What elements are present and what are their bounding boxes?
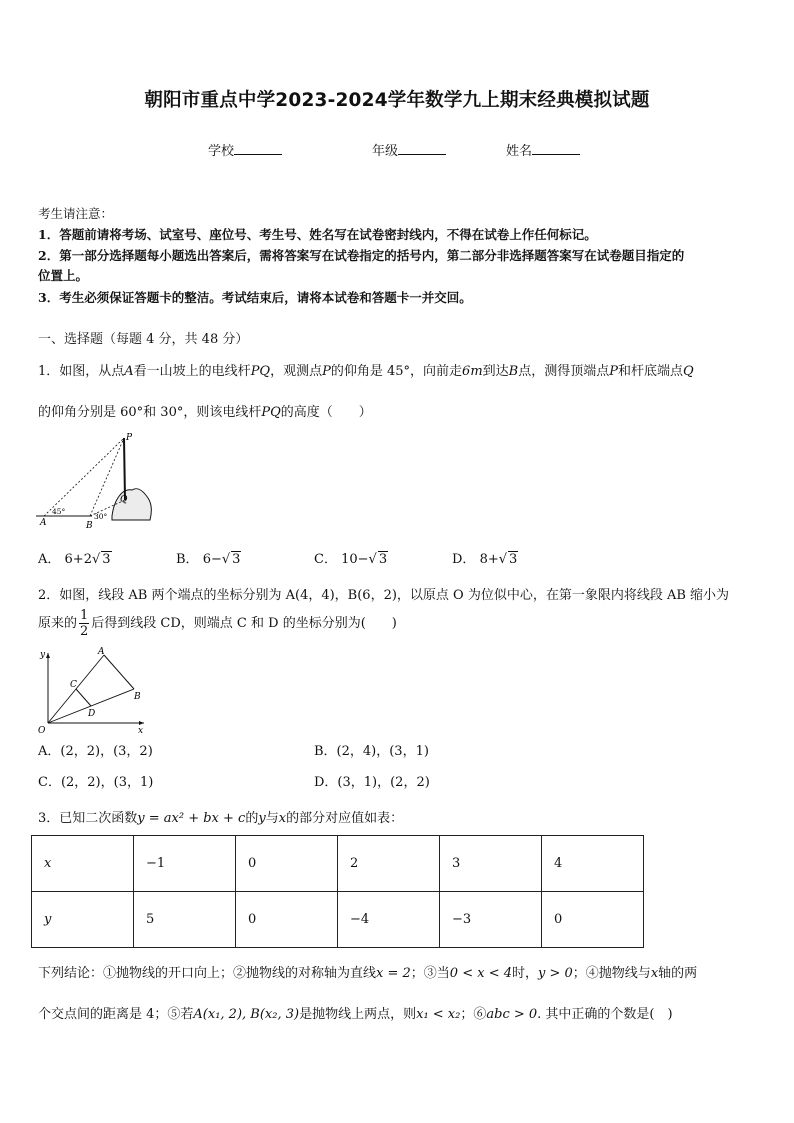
table-cell: 3 [440,836,542,892]
q2-option-a[interactable]: A．(2，2)，(3，2) [38,744,153,759]
hill-shape [112,489,151,520]
label-y: y [40,650,46,660]
angle-30: 30° [94,512,108,521]
q1-option-b[interactable]: B． 6−√ 3 [176,552,241,567]
notice-item-2-cont: 位置上。 [38,268,89,283]
label-c: C [70,680,77,690]
label-o: O [38,726,46,735]
segment-ab [104,655,134,689]
q3-stem-line1: 3．已知二次函数y = ax² + bx + c的y与x的部分对应值如表： [38,811,404,826]
notice-heading: 考生请注意： [38,206,114,221]
table-cell: −3 [440,892,542,948]
label-x: x [138,726,144,735]
table-cell: 0 [236,836,338,892]
label-q: Q [120,495,128,505]
table-cell: −4 [338,892,440,948]
name-field[interactable] [506,140,580,159]
q1-stem-line2: 的仰角分别是 60°和 30°，则该电线杆PQ的高度（ ） [38,405,372,420]
notice-item-1: 1．答题前请将考场、试室号、座位号、考生号、姓名写在试卷密封线内，不得在试卷上作任何标记。 [38,227,597,242]
q1-stem-line1: 1．如图，从点A看一山坡上的电线杆PQ，观测点P的仰角是 45°，向前走6m到达B点，测得顶端点P和杆底端点Q [38,364,694,379]
table-cell: y [32,892,134,948]
q3-conclusions-line1: 下列结论：①抛物线的开口向上；②抛物线的对称轴为直线x = 2；③当0 < x < 4时，y > 0；④抛物线与x轴的两 [38,966,698,981]
label-b2: B [134,692,141,702]
name-label: 姓名 [506,144,533,159]
q1-option-a[interactable]: A． 6+2√ 3 [38,552,111,567]
segment-cd [76,689,91,706]
table-cell: x [32,836,134,892]
grade-blank[interactable] [398,142,446,155]
label-a2: A [98,647,105,657]
q3-conclusions-line2: 个交点间的距离是 4；⑤若A(x₁, 2), B(x₂, 3)是抛物线上两点，则x₁ < x₂；⑥abc > 0. 其中正确的个数是( ) [38,1007,673,1022]
table-row [32,836,644,892]
exam-title: 朝阳市重点中学2023-2024学年数学九上期末经典模拟试题 [144,90,650,111]
q2-figure [34,645,152,735]
q2-option-c[interactable]: C．(2，2)，(3，1) [38,775,154,790]
table-cell: 2 [338,836,440,892]
school-label: 学校 [208,144,235,159]
pole-line [124,438,125,500]
q2-stem-line1: 2．如图，线段 AB 两个端点的坐标分别为 A(4，4)，B(6，2)，以原点 O 为位似中心，在第一象限内将线段 AB 缩小为 [38,588,730,603]
table-row [32,892,644,948]
angle-45: 45° [52,507,66,516]
school-field[interactable] [208,140,282,159]
grade-field[interactable] [372,140,446,159]
grade-label: 年级 [372,144,399,159]
label-a: A [40,518,47,528]
q1-option-d[interactable]: D． 8+√ 3 [452,552,518,567]
sight-line-ap [44,438,124,516]
table-cell: 5 [134,892,236,948]
table-cell: −1 [134,836,236,892]
section-heading: 一、选择题（每题 4 分，共 48 分） [38,332,249,347]
label-p: P [126,433,133,443]
notice-item-2: 2．第一部分选择题每小题选出答案后，需将答案写在试卷指定的括号内，第二部分非选择题答案写在试卷题目指定的 [38,248,685,263]
notice-item-3: 3．考生必须保证答题卡的整洁。考试结束后，请将本试卷和答题卡一并交回。 [38,290,472,305]
label-d: D [88,709,96,719]
table-cell: 0 [542,892,644,948]
q1-option-c[interactable]: C． 10−√ 3 [314,552,388,567]
q2-option-d[interactable]: D．(3，1)，(2，2) [314,775,430,790]
q2-stem-line2: 原来的 $\frac{1}{2}$ 后得到线段 CD，则端点 C 和 D 的坐标分别为( ) [38,608,397,639]
table-cell: 4 [542,836,644,892]
value-table [31,835,644,948]
school-blank[interactable] [234,142,282,155]
fraction-one-half: $\frac{1}{2}$ [80,608,89,639]
q1-figure [34,430,164,532]
table-cell: 0 [236,892,338,948]
name-blank[interactable] [532,142,580,155]
q2-option-b[interactable]: B．(2，4)，(3，1) [314,744,429,759]
label-b: B [86,521,93,531]
